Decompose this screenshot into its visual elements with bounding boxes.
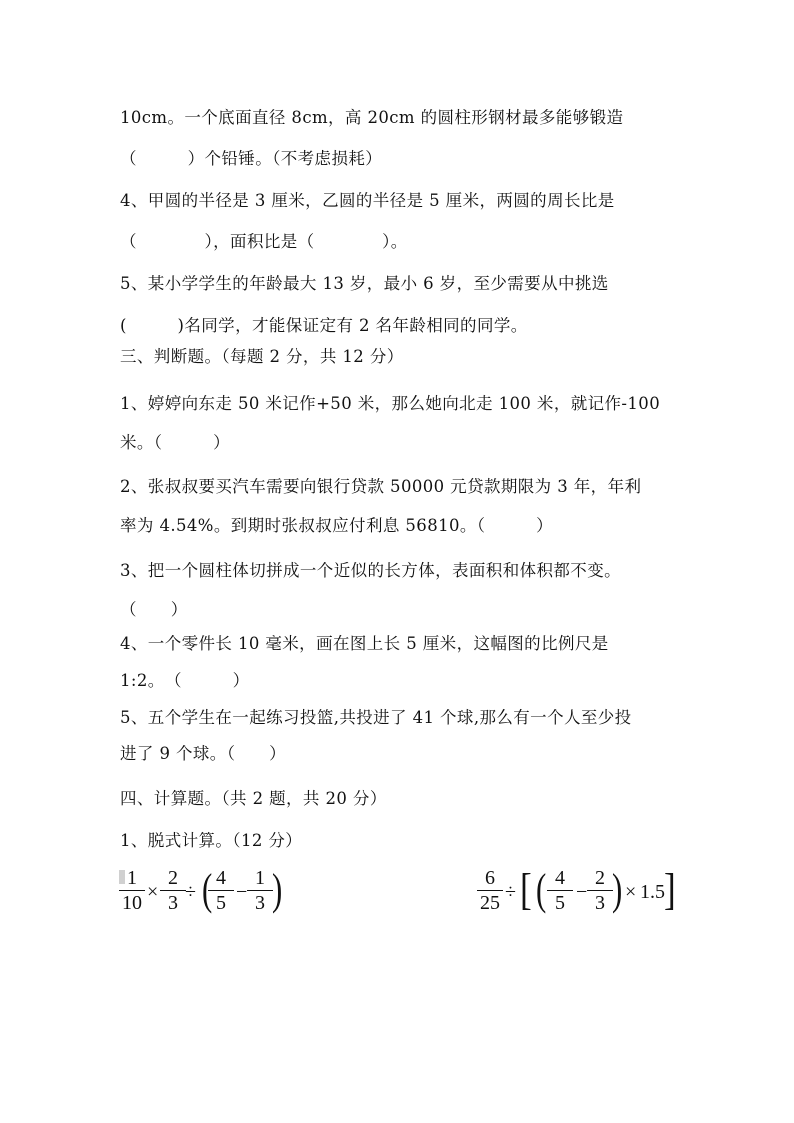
- fraction-4-5: [206, 866, 236, 915]
- divide-symbol: ÷: [185, 881, 196, 903]
- text-line-1: 10cm。一个底面直径 8cm，高 20cm 的圆柱形钢材最多能够锻造: [120, 108, 624, 127]
- left-bracket: [: [520, 865, 532, 914]
- right-bracket: ]: [664, 865, 676, 914]
- text-line-2: （ ）个铅锤。（不考虑损耗）: [120, 149, 383, 168]
- question-4-blanks: （ ），面积比是（ ）。: [120, 232, 408, 251]
- section-heading-judgement: 三、判断题。（每题 2 分，共 12 分）: [120, 347, 404, 366]
- judgement-4-cont: 1:2。 （ ）: [120, 671, 250, 690]
- judgement-3-blank: （ ）: [120, 600, 188, 619]
- numerator: 4: [216, 867, 226, 889]
- denominator: 25: [480, 892, 500, 914]
- fraction-1-3: [245, 866, 275, 915]
- judgement-1-cont: 米。（ ）: [120, 433, 231, 452]
- divide-symbol: ÷: [505, 881, 516, 903]
- times-symbol: ×: [625, 881, 637, 903]
- numerator: 2: [168, 867, 178, 889]
- numerator: 6: [485, 867, 495, 889]
- denominator: 3: [595, 892, 605, 914]
- left-parenthesis: (: [202, 865, 213, 914]
- judgement-3: 3、把一个圆柱体切拼成一个近似的长方体，表面积和体积都不变。: [120, 561, 621, 580]
- decimal-value: 1.5: [640, 881, 665, 903]
- numerator: 1: [127, 867, 137, 889]
- judgement-2-cont: 率为 4.54%。到期时张叔叔应付利息 56810。（ ）: [120, 516, 554, 535]
- judgement-4: 4、一个零件长 10 毫米，画在图上长 5 厘米，这幅图的比例尺是: [120, 634, 609, 653]
- denominator: 5: [216, 892, 226, 914]
- right-parenthesis: ): [272, 865, 283, 914]
- fraction-6-25: [475, 866, 505, 915]
- minus-symbol: −: [236, 881, 248, 903]
- numerator: 2: [595, 867, 605, 889]
- judgement-2: 2、张叔叔要买汽车需要向银行贷款 50000 元贷款期限为 3 年，年利: [120, 477, 642, 496]
- fraction-4-5: [545, 866, 575, 915]
- minus-symbol: −: [576, 881, 588, 903]
- denominator: 3: [255, 892, 265, 914]
- times-symbol: ×: [147, 881, 159, 903]
- question-5-blank: ( )名同学，才能保证定有 2 名年龄相同的同学。: [120, 316, 528, 335]
- denominator: 5: [555, 892, 565, 914]
- question-4: 4、甲圆的半径是 3 厘米，乙圆的半径是 5 厘米，两圆的周长比是: [120, 191, 615, 210]
- fraction-2-3: [158, 866, 188, 915]
- denominator: 3: [168, 892, 178, 914]
- calculation-1: 1、脱式计算。（12 分）: [120, 831, 303, 850]
- fraction-1-10: [117, 866, 147, 915]
- judgement-5-cont: 进了 9 个球。（ ）: [120, 744, 287, 763]
- question-5: 5、某小学学生的年龄最大 13 岁，最小 6 岁，至少需要从中挑选: [120, 274, 609, 293]
- fraction-2-3: [585, 866, 615, 915]
- judgement-5: 5、五个学生在一起练习投篮,共投进了 41 个球,那么有一个人至少投: [120, 708, 632, 727]
- right-parenthesis: ): [612, 865, 623, 914]
- numerator: 1: [255, 867, 265, 889]
- numerator: 4: [555, 867, 565, 889]
- judgement-1: 1、婷婷向东走 50 米记作+50 米，那么她向北走 100 米，就记作-100: [120, 394, 661, 413]
- section-heading-calculation: 四、计算题。（共 2 题，共 20 分）: [120, 789, 387, 808]
- left-parenthesis: (: [536, 865, 547, 914]
- denominator: 10: [122, 892, 142, 914]
